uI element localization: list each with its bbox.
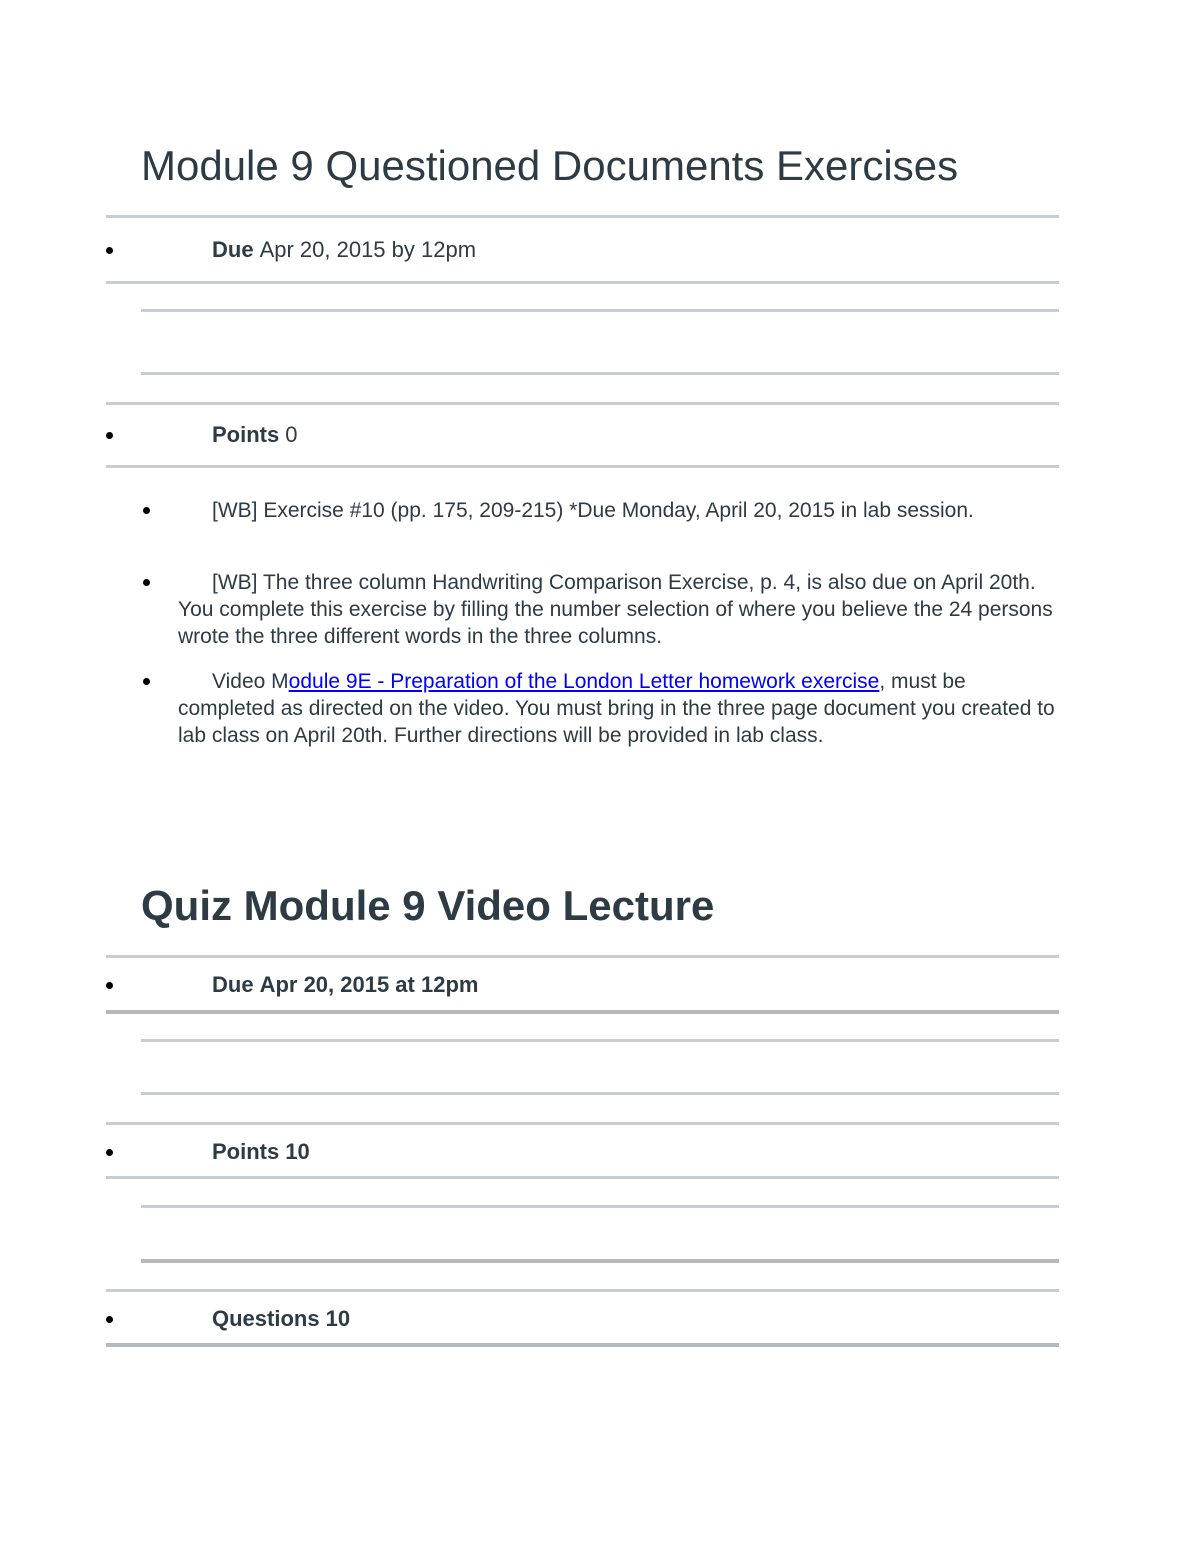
bullet-icon: [106, 247, 113, 254]
divider: [106, 1176, 1059, 1179]
points-label: Points: [212, 1139, 280, 1164]
list-item-text: [WB] Exercise #10 (pp. 175, 209-215) *Due Monday, April 20, 2015 in lab session.: [212, 499, 974, 522]
questions-value: 10: [325, 1306, 351, 1331]
divider: [141, 1259, 1059, 1263]
bullet-icon: [143, 579, 150, 586]
quiz-questions-row: [212, 1305, 350, 1333]
divider: [141, 1205, 1059, 1208]
bullet-icon: [143, 678, 150, 685]
divider: [141, 1039, 1059, 1042]
divider: [106, 1289, 1059, 1292]
divider: [106, 1343, 1059, 1347]
divider: [141, 372, 1059, 375]
list-item-text: [WB] The three column Handwriting Comparison Exercise, p. 4, is also due on April 20th. You complete this exercise by filling the number selection of where you believe the 24 persons wrote the three different words in the three columns.: [178, 571, 1053, 648]
video-module-link[interactable]: odule 9E - Preparation of the London Letter homework exercise: [288, 670, 880, 693]
divider: [106, 215, 1059, 218]
bullet-icon: [106, 432, 113, 439]
divider: [141, 1092, 1059, 1095]
assignment-title: Module 9 Questioned Documents Exercises: [141, 142, 959, 189]
due-value: Apr 20, 2015 by 12pm: [259, 237, 477, 262]
divider: [106, 402, 1059, 405]
quiz-points-row: [212, 1138, 310, 1166]
divider: [141, 309, 1059, 312]
quiz-due-row: [212, 971, 478, 999]
divider: [106, 955, 1059, 958]
list-item: [178, 569, 1058, 650]
list-item-prefix: Video M: [212, 670, 289, 693]
list-item: [178, 497, 1058, 524]
questions-label: Questions: [212, 1306, 320, 1331]
bullet-icon: [106, 1316, 113, 1323]
list-item-suffix: , must be completed as directed on the video. You must bring in the three page document you created to lab class on April 20th. Further directions will be provided in lab class.: [178, 670, 1055, 747]
due-value: Apr 20, 2015 at 12pm: [259, 972, 479, 997]
divider: [106, 1122, 1059, 1125]
due-label: Due: [212, 237, 254, 262]
divider: [106, 1010, 1059, 1014]
due-row: [212, 236, 476, 264]
divider: [106, 465, 1059, 468]
due-label: Due: [212, 972, 254, 997]
points-value: 0: [285, 422, 298, 447]
points-value: 10: [285, 1139, 310, 1164]
divider: [106, 281, 1059, 284]
bullet-icon: [106, 1149, 113, 1156]
bullet-icon: [143, 507, 150, 514]
list-item: [178, 668, 1058, 749]
points-label: Points: [212, 422, 280, 447]
bullet-icon: [106, 982, 113, 989]
quiz-title: Quiz Module 9 Video Lecture: [141, 882, 715, 929]
points-row: [212, 421, 297, 449]
